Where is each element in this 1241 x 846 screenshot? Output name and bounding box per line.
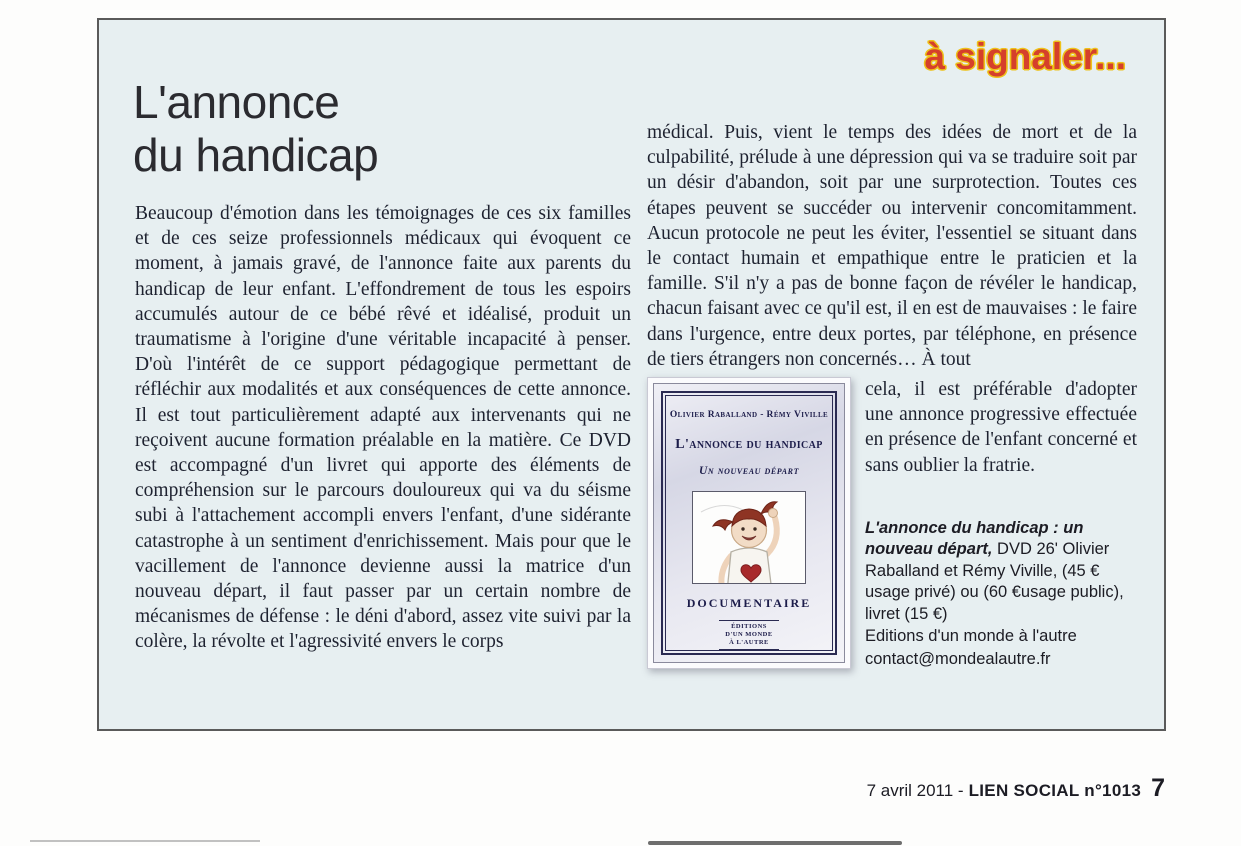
article-panel — [97, 18, 1166, 731]
wrap-text-column — [851, 377, 1137, 670]
dvd-caption-block — [865, 518, 1137, 671]
article-title-line2: du handicap — [133, 129, 379, 181]
caption-publisher: Editions d'un monde à l'autre — [865, 627, 1077, 646]
dvd-cover-card — [653, 383, 845, 663]
caption-contact-email: contact@mondealautre.fr — [865, 649, 1051, 668]
publisher-line1: ÉDITIONS — [731, 623, 767, 631]
dvd-cover-illustration — [692, 491, 806, 584]
article-title — [133, 76, 378, 182]
scan-edge-artifact — [648, 841, 902, 845]
dvd-cover-authors: Olivier Raballand - Rémy Viville — [669, 410, 829, 421]
article-title-line1: L'annonce — [133, 76, 340, 128]
text-column-left — [135, 201, 631, 655]
dvd-cover-frame-inner — [665, 395, 833, 651]
text-column-right — [647, 120, 1137, 670]
paragraph-column-right-wrapped: cela, il est préférable d'adopter une annonce progressive effectuée en présence de l'enfant concerné et sans oublier la fratrie. — [865, 379, 1137, 476]
dvd-cover-genre: DOCUMENTAIRE — [686, 595, 812, 610]
dvd-cover-subtitle: Un nouveau départ — [698, 465, 800, 478]
footer-date: 7 avril 2011 - — [866, 781, 964, 800]
footer-page-number: 7 — [1151, 774, 1165, 802]
dvd-cover-frame — [661, 391, 837, 655]
cover-and-wrap-row — [647, 377, 1137, 670]
section-label: à signaler... — [924, 36, 1126, 77]
caption-details: DVD 26' Olivier Raballand et Rémy Viville, (45 € usage privé) ou (60 €usage public), livret (15 €) — [865, 540, 1124, 623]
dvd-cover-title: L'annonce du handicap — [675, 437, 823, 453]
paragraph-column-right-top: médical. Puis, vient le temps des idées de mort et de la culpabilité, prélude à une dépression qui va se traduire soit par un désir d'abandon, soit par une surprotection. Toutes ces étapes peuvent se succéder ou intervenir concomitamment. Aucun protocole ne peut les éviter, l'essentiel se situant dans le contact humain et empathique entre le praticien et la famille. S'il n'y a pas de bonne façon de révéler le handicap, chacun faisant avec ce qu'il est, il en est de mauvaises : le faire dans l'urgence, entre deux portes, par téléphone, en présence de tiers étrangers non concernés… À tout — [647, 122, 1137, 370]
caption-title: L'annonce du handicap : un nouveau départ, — [865, 518, 1084, 559]
dvd-cover — [647, 377, 851, 669]
page-footer — [867, 774, 1165, 803]
publisher-line3: À L'AUTRE — [729, 639, 769, 647]
caption-paragraph — [865, 518, 1137, 626]
paragraph-column-left: Beaucoup d'émotion dans les témoignages de ces six familles et de ces seize professionnels médicaux qui évoquent ce moment, à jamais gravé, de l'annonce faite aux parents du handicap de leur enfant. L'effondrement de tous les espoirs accumulés autour de ce bébé rêvé et idéalisé, produit un traumatisme à l'origine d'une véritable incapacité à penser. D'où l'intérêt de ce support pédagogique permettant de réfléchir aux modalités et aux conséquences de cette annonce. Il est tout particulièrement adapté aux intervenants qui ne reçoivent aucune formation préalable en la matière. Ce DVD est accompagné d'un livret qui apporte des éléments de compréhension sur le parcours douloureux qui va du séisme subi à l'attachement accompli envers l'enfant, d'une sidérante catastrophe à un sentiment d'enrichissement. Mais pour que le vacillement de l'annonce devienne aussi la matrice d'un nouveau départ, il faut passer par un certain nombre de mécanismes de défense : le déni d'abord, assez vite suivi par la colère, la révolte et l'agressivité envers le corps — [135, 203, 631, 653]
publisher-line2: D'UN MONDE — [725, 631, 773, 639]
girl-illustration-svg — [693, 492, 805, 584]
scan-edge-artifact-left — [30, 840, 260, 842]
dvd-cover-publisher-logo — [719, 620, 778, 650]
footer-journal-name: LIEN SOCIAL n°1013 — [968, 781, 1142, 800]
